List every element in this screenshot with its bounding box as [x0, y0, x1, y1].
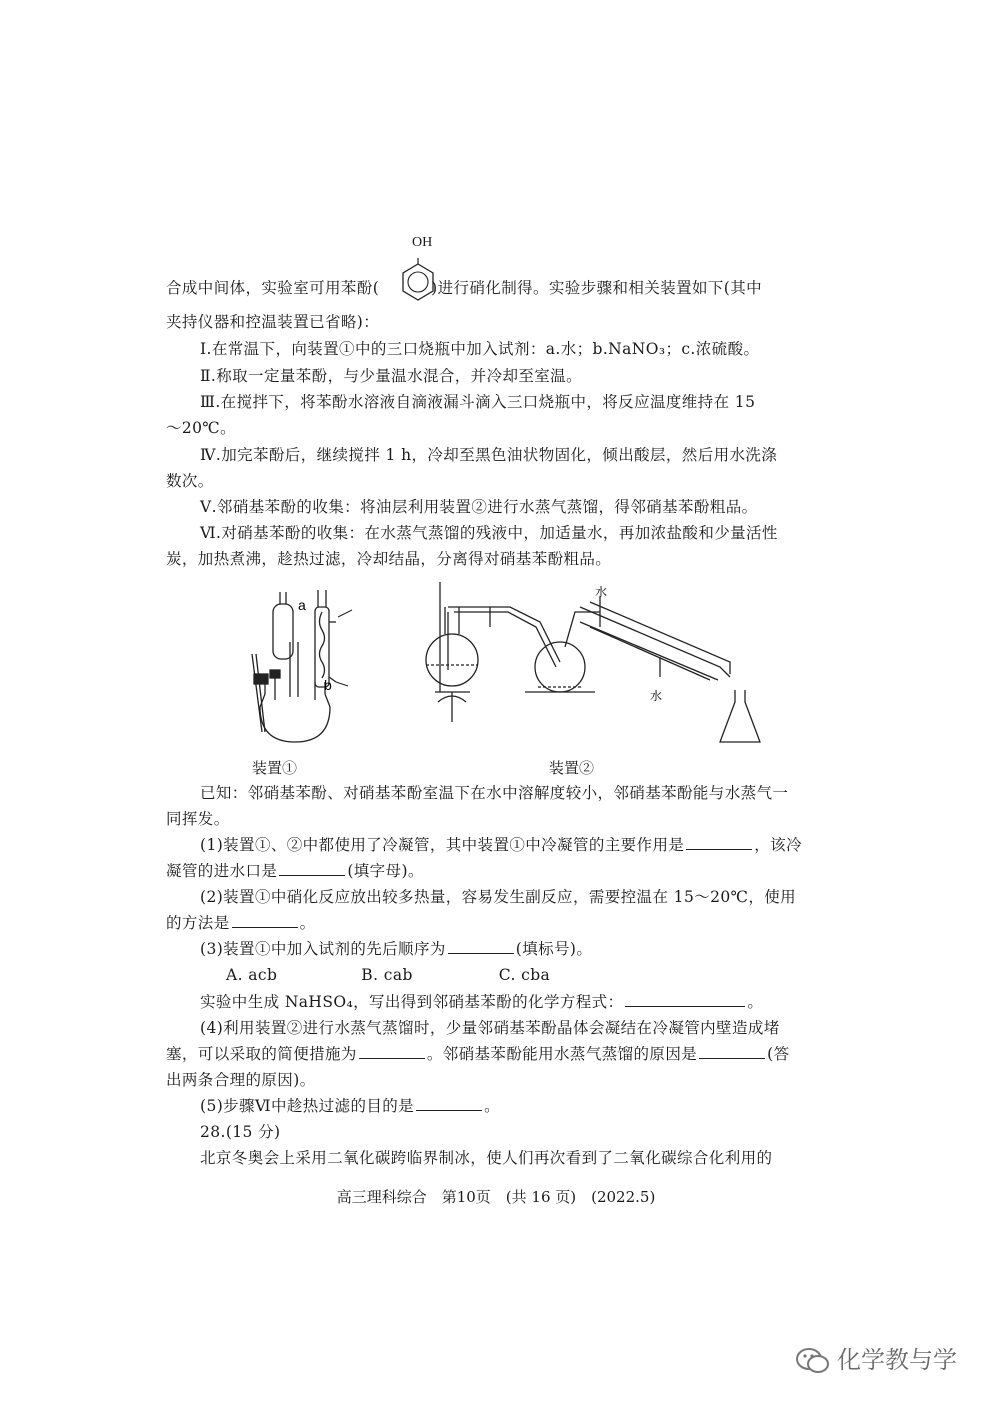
- pointer-a: [338, 610, 352, 617]
- step-6-line-1: Ⅵ.对硝基苯酚的收集：在水蒸气蒸馏的残液中，加适量水，再加浓盐酸和少量活性: [200, 524, 778, 542]
- caption-apparatus-1: 装置①: [252, 759, 298, 777]
- question-2-line-1: (2)装置①中硝化反应放出较多热量，容易发生副反应，需要控温在 15～20℃，使用: [200, 888, 797, 906]
- label-a: a: [298, 597, 306, 613]
- label-b: b: [324, 677, 332, 693]
- question-4-line-2: 塞，可以采取的简便措施为 。邻硝基苯酚能用水蒸气蒸馏的原因是 (答: [166, 1045, 790, 1063]
- question-3-equation: 实验中生成 NaHSO₄，写出得到邻硝基苯酚的化学方程式： 。: [200, 993, 764, 1011]
- question-28-header: 28.(15 分): [200, 1123, 281, 1141]
- answer-blank[interactable]: [232, 913, 298, 928]
- options-row: [226, 965, 550, 985]
- wechat-icon: [795, 1346, 831, 1376]
- question-2-line-2: 的方法是 。: [166, 914, 316, 932]
- step-4-line-2: 数次。: [166, 472, 214, 490]
- question-4-line-1: (4)利用装置②进行水蒸气蒸馏时，少量邻硝基苯酚晶体会凝结在冷凝管内壁造成堵: [200, 1019, 780, 1037]
- step-3-line-1: Ⅲ.在搅拌下，将苯酚水溶液自滴液漏斗滴入三口烧瓶中，将反应温度维持在 15: [200, 393, 756, 411]
- caption-apparatus-2: 装置②: [549, 759, 595, 777]
- answer-blank[interactable]: [686, 835, 752, 850]
- step-5: Ⅴ.邻硝基苯酚的收集：将油层利用装置②进行水蒸气蒸馏，得邻硝基苯酚粗品。: [200, 498, 758, 516]
- question-3-line-1: (3)装置①中加入试剂的先后顺序为 (填标号)。: [200, 940, 593, 958]
- option-b: B. cab: [361, 966, 413, 984]
- intro-text-b: )进行硝化制得。实验步骤和相关装置如下(其中: [431, 279, 763, 297]
- question-28-text: 北京冬奥会上采用二氧化碳跨临界制冰，使人们再次看到了二氧化碳综合化利用的: [200, 1149, 773, 1167]
- watermark: [795, 1340, 957, 1376]
- answer-blank[interactable]: [699, 1044, 765, 1059]
- water-outlet-label: 水: [650, 689, 663, 703]
- question-5: (5)步骤Ⅵ中趁热过滤的目的是 。: [200, 1097, 500, 1115]
- answer-blank[interactable]: [359, 1044, 425, 1059]
- answer-blank[interactable]: [416, 1096, 482, 1111]
- question-1-line-1: (1)装置①、②中都使用了冷凝管，其中装置①中冷凝管的主要作用是 ，该冷: [200, 836, 802, 854]
- known-line-2: 同挥发。: [166, 810, 230, 828]
- watermark-text: 化学教与学: [837, 1346, 957, 1374]
- intro-text-a: 合成中间体，实验室可用苯酚(: [166, 279, 380, 297]
- step-4-line-1: Ⅳ.加完苯酚后，继续搅拌 1 h，冷却至黑色油状物固化，倾出酸层，然后用水洗涤: [200, 446, 778, 464]
- option-a: A. acb: [226, 966, 278, 984]
- question-1-line-2: 凝管的进水口是 (填字母)。: [166, 862, 424, 880]
- answer-blank[interactable]: [448, 939, 514, 954]
- apparatus-1-drawing: [252, 590, 336, 742]
- oh-label: OH: [412, 235, 433, 250]
- pointer-b: [336, 682, 348, 686]
- step-6-line-2: 炭，加热煮沸，趁热过滤，冷却结晶，分离得对硝基苯酚粗品。: [166, 550, 612, 568]
- apparatus-2-drawing: [426, 582, 760, 742]
- answer-blank[interactable]: [625, 992, 745, 1007]
- step-2: Ⅱ.称取一定量苯酚，与少量温水混合，并冷却至室温。: [200, 367, 582, 385]
- option-c: C. cba: [498, 966, 551, 984]
- apparatus-figure: [240, 582, 770, 750]
- intro-line-1: [166, 278, 762, 298]
- water-inlet-label: 水: [595, 585, 608, 599]
- intro-line-2: 夹持仪器和控温装置已省略)：: [166, 313, 380, 331]
- question-4-line-3: 出两条合理的原因)。: [166, 1071, 316, 1089]
- known-line-1: 已知：邻硝基苯酚、对硝基苯酚室温下在水中溶解度较小，邻硝基苯酚能与水蒸气一: [200, 784, 789, 802]
- step-1: Ⅰ.在常温下，向装置①中的三口烧瓶中加入试剂：a.水；b.NaNO₃；c.浓硫酸。: [200, 340, 760, 358]
- step-3-line-2: ～20℃。: [166, 419, 237, 437]
- page-footer: 高三理科综合 第10页 (共 16 页) (2022.5): [336, 1188, 656, 1206]
- answer-blank[interactable]: [279, 861, 345, 876]
